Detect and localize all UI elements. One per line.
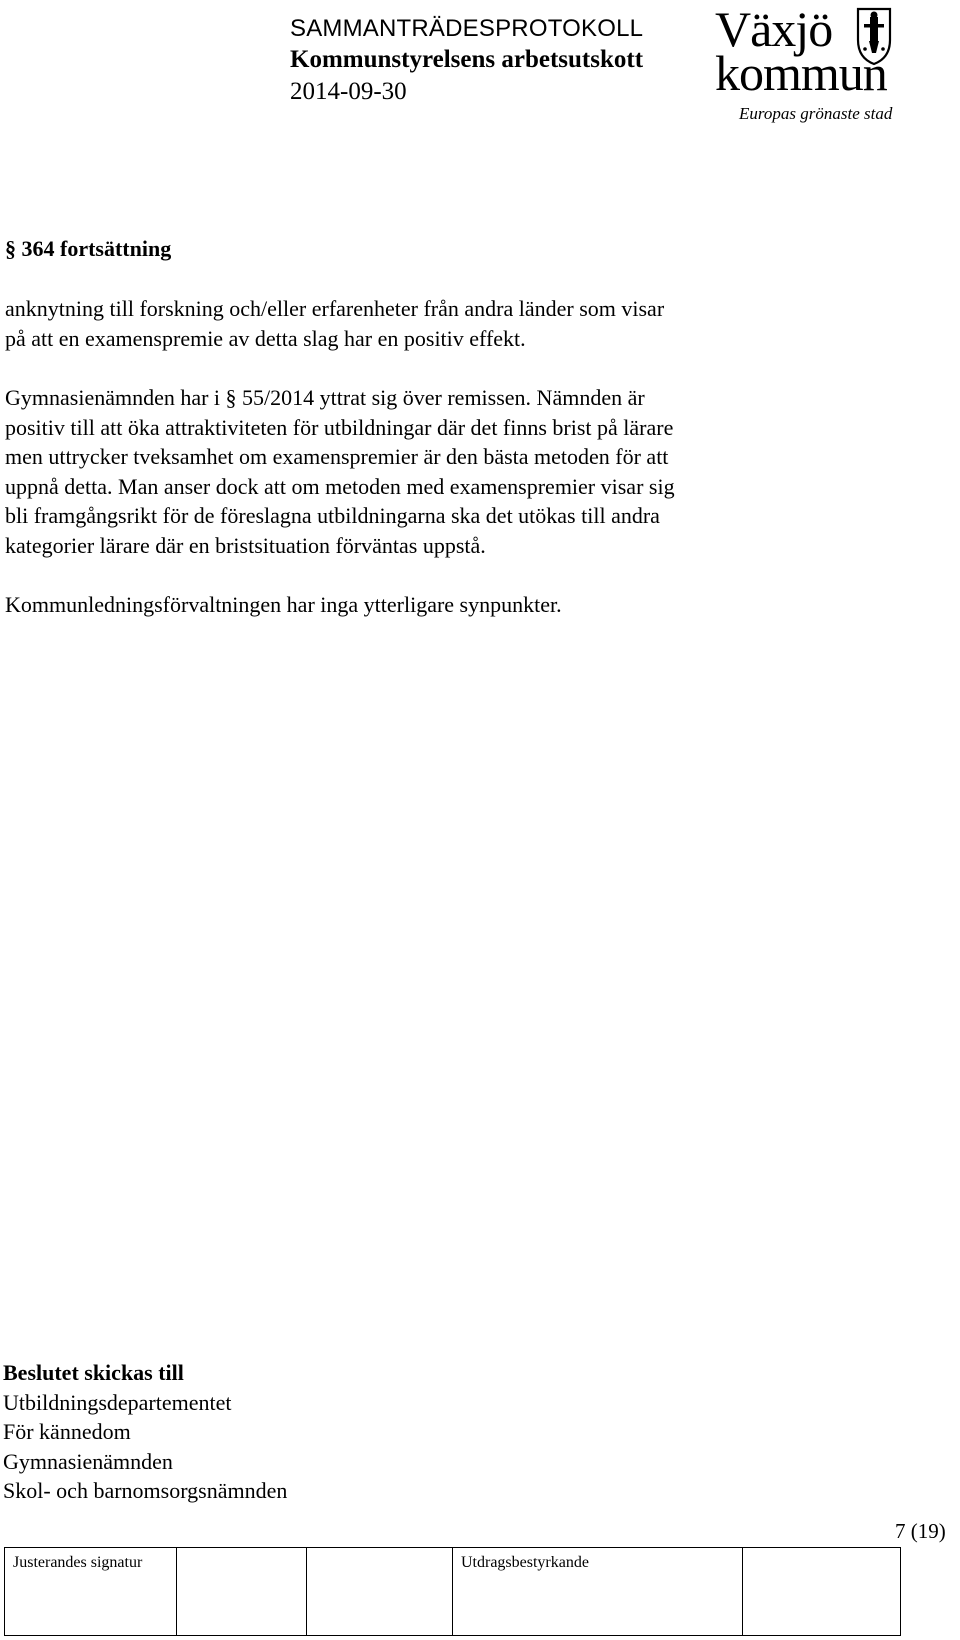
signature-cell-3 xyxy=(307,1548,453,1636)
document-type: SAMMANTRÄDESPROTOKOLL xyxy=(290,15,644,42)
signature-cell-justerandes: Justerandes signatur xyxy=(5,1548,177,1636)
sent-to-heading: Beslutet skickas till xyxy=(3,1360,184,1385)
body-paragraph-3: Kommunledningsförvaltningen har inga ytterligare synpunkter. xyxy=(5,592,562,617)
logo-tagline: Europas grönaste stad xyxy=(739,104,893,123)
for-info-recipient-2: Skol- och barnomsorgsnämnden xyxy=(3,1478,288,1503)
signature-cell-2 xyxy=(177,1548,307,1636)
protocol-body xyxy=(5,234,945,650)
body-paragraph-1: anknytning till forskning och/eller erfarenheter från andra länder som visar på att en examenspremie av detta slag har en positiv effekt. xyxy=(5,296,665,351)
committee-name: Kommunstyrelsens arbetsutskott xyxy=(290,46,644,73)
signature-cell-utdragsbestyrkande: Utdragsbestyrkande xyxy=(453,1548,743,1636)
section-heading: § 364 fortsättning xyxy=(5,236,172,261)
for-info-label: För kännedom xyxy=(3,1419,131,1444)
for-info-recipient-1: Gymnasienämnden xyxy=(3,1448,173,1474)
signature-cell-5 xyxy=(743,1548,901,1636)
meeting-date: 2014-09-30 xyxy=(290,78,407,105)
sent-to-recipient: Utbildningsdepartementet xyxy=(3,1389,232,1415)
page-number: 7 (19) xyxy=(895,1519,946,1543)
document-header xyxy=(290,14,670,107)
signature-table xyxy=(4,1547,901,1636)
signature-row xyxy=(5,1548,901,1636)
body-paragraph-2: Gymnasienämnden har i § 55/2014 yttrat sig över remissen. Nämnden är positiv till att öka attraktiviteten för utbildningar där det finns brist på lärare men uttrycker tveksamhet om examenspremier är den bästa metoden för att uppnå detta. Man anser dock att om metoden med examenspremier visar sig bli framgångsrikt för de föreslagna utbildningarna ska det utökas till andra kategorier lärare där en bristsituation förväntas uppstå. xyxy=(5,385,675,558)
vaxjo-kommun-logo xyxy=(715,1,925,128)
distribution-block xyxy=(3,1358,287,1506)
logo-line-2: kommun xyxy=(715,45,887,101)
logo-line-1: Växjö xyxy=(715,1,833,57)
